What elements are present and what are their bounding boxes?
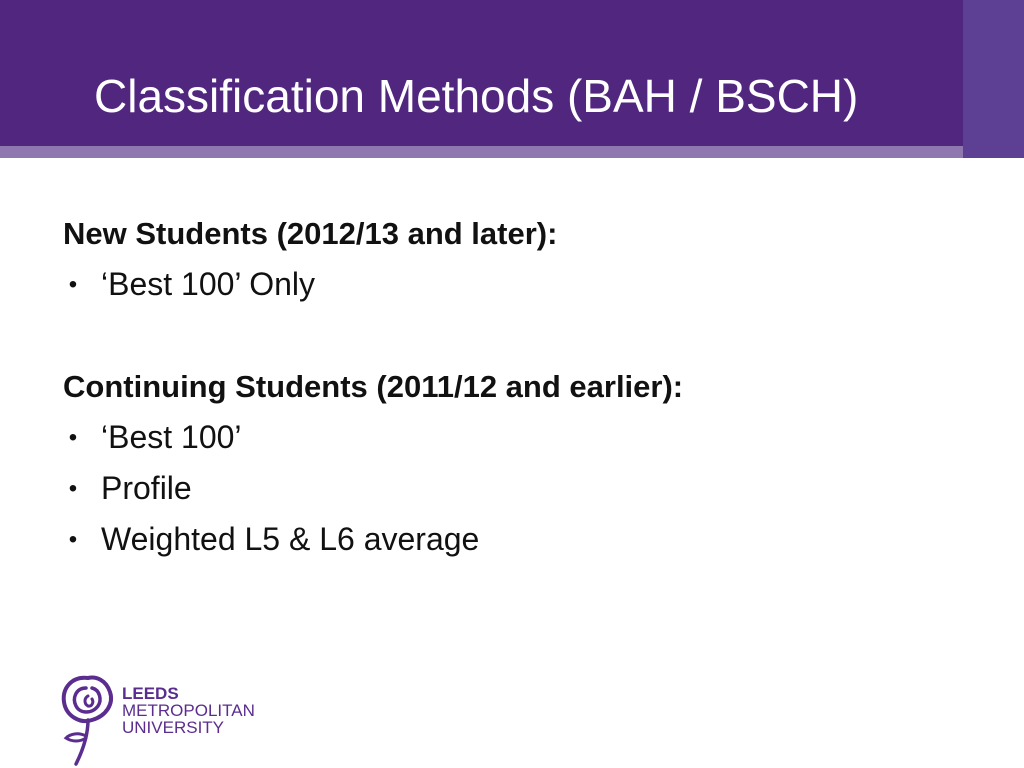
- bullet-item: [63, 412, 963, 463]
- slide-title: Classification Methods (BAH / BSCH): [94, 70, 859, 122]
- section-continuing-students: [63, 361, 963, 565]
- bullet-text: ‘Best 100’ Only: [101, 266, 316, 302]
- side-strip: [963, 0, 1024, 158]
- logo-line-2: METROPOLITAN: [122, 701, 255, 720]
- logo-line-1: LEEDS: [122, 684, 179, 703]
- bullet-list: [63, 259, 963, 310]
- bullet-item: [63, 514, 963, 565]
- bullet-item: [63, 259, 963, 310]
- bullet-icon: •: [68, 526, 78, 553]
- slide-body: [63, 208, 963, 565]
- logo-wordmark: [122, 685, 255, 736]
- bullet-list: [63, 412, 963, 565]
- section-heading: New Students (2012/13 and later):: [63, 216, 558, 251]
- university-logo: [58, 674, 288, 768]
- section-heading: Continuing Students (2011/12 and earlier):: [63, 369, 684, 404]
- logo-line-3: UNIVERSITY: [122, 718, 225, 737]
- spacer: [63, 310, 963, 361]
- rose-icon: [58, 674, 118, 768]
- bullet-text: Profile: [101, 470, 192, 506]
- bullet-item: [63, 463, 963, 514]
- bullet-icon: •: [68, 475, 78, 502]
- bullet-icon: •: [68, 271, 78, 298]
- bullet-icon: •: [68, 424, 78, 451]
- bullet-text: ‘Best 100’: [101, 419, 242, 455]
- section-new-students: [63, 208, 963, 310]
- bullet-text: Weighted L5 & L6 average: [101, 521, 480, 557]
- title-band-shade: [0, 146, 963, 158]
